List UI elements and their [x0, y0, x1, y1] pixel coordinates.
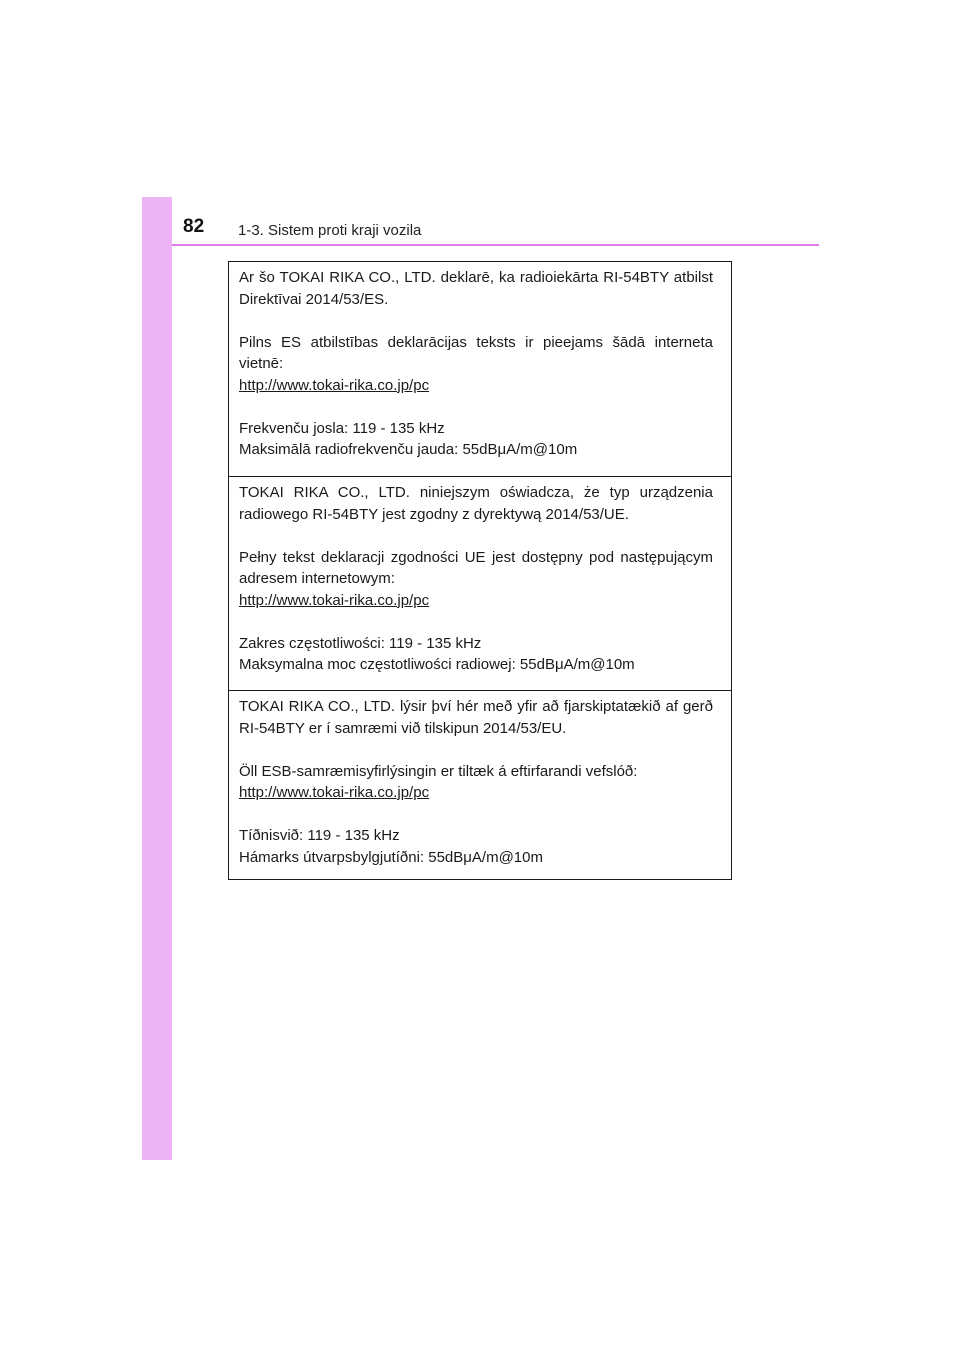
declaration-statement: TOKAI RIKA CO., LTD. lýsir því hér með yfir að fjarskiptatækið af gerð RI-54BTY er í samræmi við tilskipun 2014/53/EU.	[239, 698, 713, 737]
section-title: 1-3. Sistem proti kraji vozila	[238, 222, 422, 239]
power-text: Maksimālā radiofrekvenču jauda: 55dBμA/m@10m	[239, 441, 578, 458]
declaration-full-text: Öll ESB-samræmisyfirlýsingin er tiltæk á eftirfarandi vefslóð:	[239, 762, 638, 780]
power-text: Maksymalna moc częstotliwości radiowej: 55dBμA/m@10m	[239, 656, 635, 673]
declaration-full-text: Pilns ES atbilstības deklarācijas teksts ir pieejams šādā interneta	[239, 333, 713, 351]
declaration-latvian	[229, 262, 731, 476]
declaration-full-text: Pełny tekst deklaracji zgodności UE jest dostępny pod następującym adresem internetowym:	[239, 548, 713, 587]
declaration-box	[228, 261, 732, 880]
side-color-strip	[142, 197, 172, 1160]
frequency-text: Tíðnisvið: 119 - 135 kHz	[239, 827, 400, 844]
frequency-text: Frekvenču josla: 119 - 135 kHz	[239, 419, 445, 437]
declaration-statement: TOKAI RIKA CO., LTD. niniejszym oświadcza, że typ urządzenia radiowego RI-54BTY jest zgodny z dyrektywą 2014/53/UE.	[239, 484, 713, 523]
declaration-icelandic	[229, 690, 731, 879]
declaration-full-text-cont: vietnē:	[239, 355, 284, 372]
header-rule	[172, 244, 819, 246]
declaration-url-link[interactable]: http://www.tokai-rika.co.jp/pc	[239, 784, 430, 801]
header-tab	[142, 197, 172, 244]
declaration-statement: Ar šo TOKAI RIKA CO., LTD. deklarē, ka radioiekārta RI-54BTY atbilst Direktīvai 2014/53/ES.	[239, 269, 713, 308]
declaration-polish	[229, 476, 731, 690]
power-text: Hámarks útvarpsbylgjutíðni: 55dBμA/m@10m	[239, 848, 543, 866]
page-number: 82	[183, 216, 205, 237]
declaration-url-link[interactable]: http://www.tokai-rika.co.jp/pc	[239, 376, 430, 394]
frequency-text: Zakres częstotliwości: 119 - 135 kHz	[239, 634, 482, 652]
declaration-url-link[interactable]: http://www.tokai-rika.co.jp/pc	[239, 591, 430, 609]
